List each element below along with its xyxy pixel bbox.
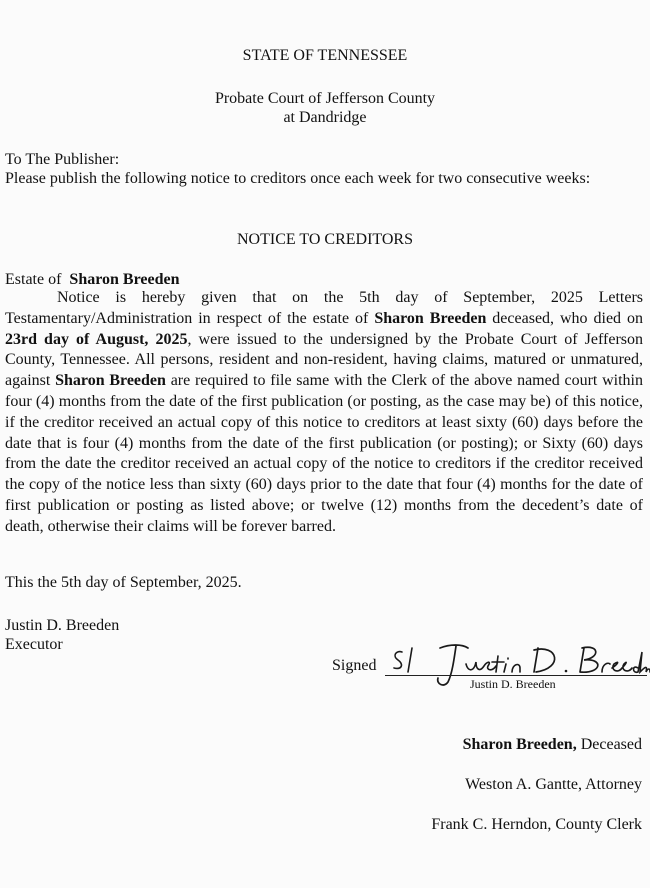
notice-title: NOTICE TO CREDITORS — [236, 231, 413, 248]
executor-title: Executor — [5, 636, 63, 653]
publisher-salutation: To The Publisher: — [5, 151, 120, 168]
publisher-request: Please publish the following notice to creditors once each week for two consecutive weeks: — [5, 170, 591, 187]
body-part-1: Notice is hereby given that on the 5th day of September, 2025 Letters Testamentary/Administration in respect of the estate of — [5, 289, 643, 327]
dated-line: This the 5th day of September, 2025. — [5, 574, 242, 591]
executor-name: Justin D. Breeden — [5, 617, 120, 634]
signed-label: Signed — [332, 657, 377, 674]
attorney-line: Weston A. Gantte, Attorney — [465, 776, 642, 793]
body-part-2: deceased, who died on — [486, 309, 643, 327]
body-part-3: , were issued to the undersigned by the Probate Court of Jefferson County, Tennessee. All persons, resident and non-resident, having claims, matured or unmatured, against — [5, 330, 644, 390]
deceased-label: Deceased — [576, 736, 642, 753]
death-date: 23rd day of August, 2025 — [5, 330, 188, 348]
body-name-1: Sharon Breeden — [374, 309, 487, 327]
body-name-2: Sharon Breeden — [55, 372, 166, 390]
estate-line — [5, 270, 640, 289]
body-part-4: are required to file same with the Clerk of the above named court within four (4) months from the date of the first publication (or posting, as the case may be) of this notice, if the creditor received an actual copy of this notice to creditors at least sixty (60) days before the date that is four (4) months from the date of the first publication (or posting); or Sixty (60) days from the date the creditor received an actual copy of the notice to creditors if the creditor received the copy of the notice less than sixty (60) days prior to the date that four (4) months for the date of first publication or posting as listed above; or twelve (12) months from the decedent’s date of death, otherwise their claims will be forever barred. — [5, 372, 643, 535]
signature-line — [385, 675, 647, 676]
notice-body — [5, 288, 643, 538]
clerk-line: Frank C. Herndon, County Clerk — [431, 816, 642, 833]
signer-printed-name: Justin D. Breeden — [470, 677, 556, 691]
estate-label: Estate of — [5, 271, 62, 288]
deceased-name: Sharon Breeden, — [462, 736, 577, 753]
court-name: Probate Court of Jefferson County — [214, 90, 436, 107]
state-heading: STATE OF TENNESSEE — [242, 47, 408, 64]
court-location: at Dandridge — [283, 109, 367, 126]
deceased-line — [463, 735, 642, 754]
decedent-name: Sharon Breeden — [69, 271, 180, 288]
